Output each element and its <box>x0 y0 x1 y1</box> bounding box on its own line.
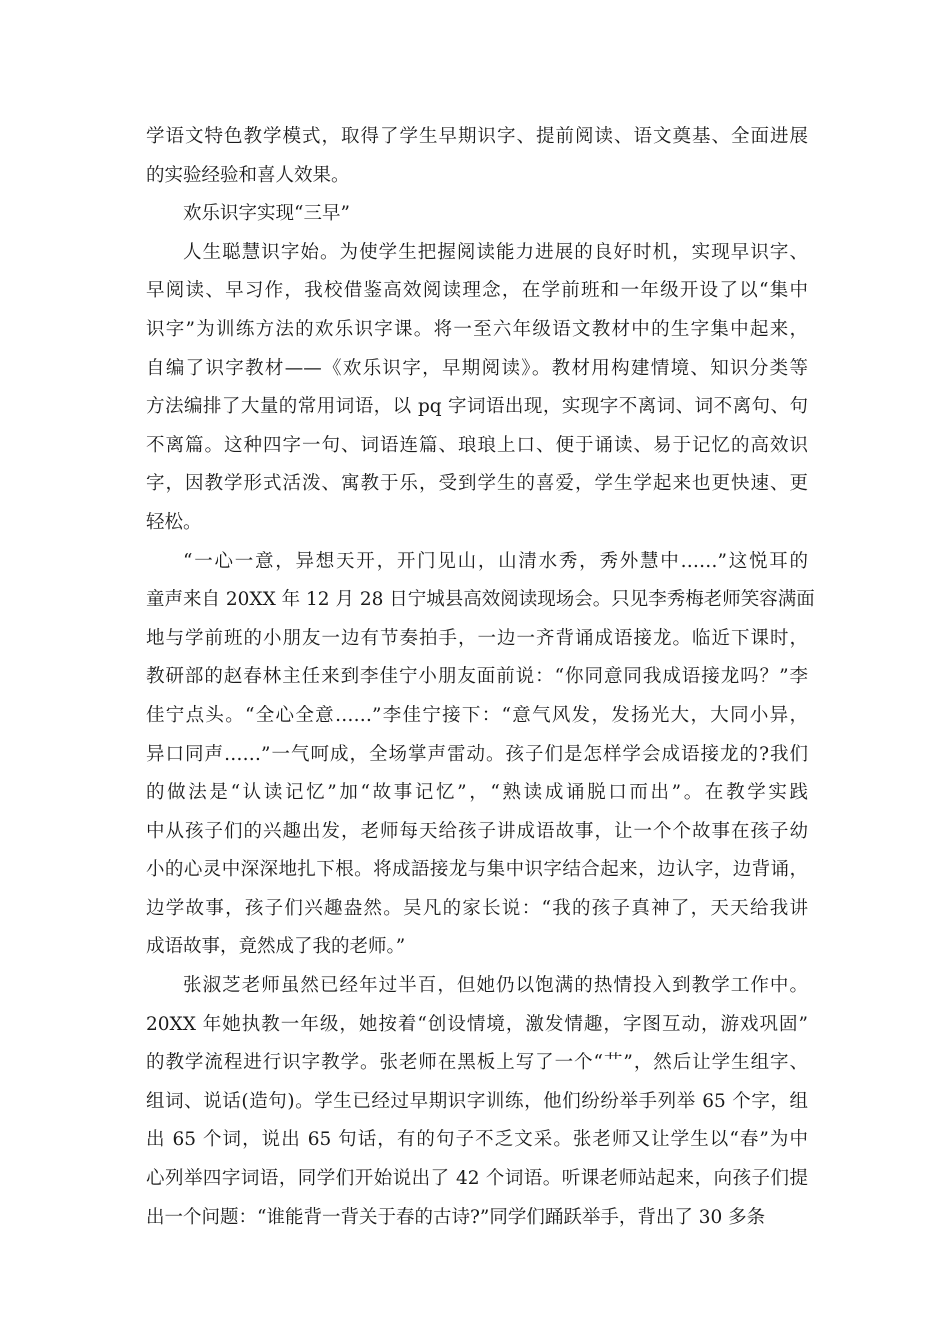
text-line: 识字”为训练方法的欢乐识字课。将一至六年级语文教材中的生字集中起来， <box>146 318 808 340</box>
text-line: 童声来自 20XX 年 12 月 28 日宁城县高效阅读现场会。只见李秀梅老师笑容满面 <box>146 589 815 611</box>
text-line: 心列举四字词语，同学们开始说出了 42 个词语。听课老师站起来，向孩子们提 <box>146 1168 808 1190</box>
text-line: 成语故事，竟然成了我的老师。” <box>146 936 406 958</box>
text-line: 不离篇。这种四字一句、词语连篇、琅琅上口、便于诵读、易于记忆的高效识 <box>146 434 808 456</box>
paragraph <box>146 234 808 543</box>
text-line: 张淑芝老师虽然已经年过半百，但她仍以饱满的热情投入到教学工作中。 <box>183 975 808 997</box>
paragraph <box>146 543 815 968</box>
text-line: 的做法是“认读记忆”加“故事记忆”，“熟读成诵脱口而出”。在教学实践 <box>146 782 808 804</box>
text-line: 轻松。 <box>146 511 202 533</box>
text-line: 出一个问题：“谁能背一背关于春的古诗?”同学们踊跃举手，背出了 30 多条 <box>146 1206 766 1228</box>
text-line: 的实验经验和喜人效果。 <box>146 164 350 186</box>
text-line: 早阅读、早习作，我校借鉴高效阅读理念，在学前班和一年级开设了以“集中 <box>146 280 808 302</box>
document-body <box>146 118 815 1237</box>
text-line: “一心一意，异想天开，开门见山，山清水秀，秀外慧中……”这悦耳的 <box>183 550 808 572</box>
text-line: 异口同声……”一气呵成，全场掌声雷动。孩子们是怎样学会成语接龙的?我们 <box>146 743 808 765</box>
section-heading <box>146 195 808 234</box>
text-line: 组词、说话(造句)。学生已经过早期识字训练，他们纷纷举手列举 65 个字，组 <box>146 1090 808 1112</box>
text-line: 教研部的赵春林主任来到李佳宁小朋友面前说：“你同意同我成语接龙吗？”李 <box>146 666 808 688</box>
text-line: 中从孩子们的兴趣出发，老师每天给孩子讲成语故事，让一个个故事在孩子幼 <box>146 820 808 842</box>
text-line: 欢乐识字实现“三早” <box>183 203 350 225</box>
text-line: 方法编排了大量的常用词语，以 pq 字词语出现，实现字不离词、词不离句、句 <box>146 396 808 418</box>
text-line: 人生聪慧识字始。为使学生把握阅读能力进展的良好时机，实现早识字、 <box>183 241 808 263</box>
text-line: 自编了识字教材——《欢乐识字，早期阅读》。教材用构建情境、知识分类等 <box>146 357 808 379</box>
paragraph <box>146 118 808 195</box>
text-line: 出 65 个词，说出 65 句话，有的句子不乏文采。张老师又让学生以“春”为中 <box>146 1129 808 1151</box>
paragraph <box>146 967 808 1237</box>
text-line: 的教学流程进行识字教学。张老师在黑板上写了一个“艹”，然后让学生组字、 <box>146 1052 808 1074</box>
text-line: 边学故事，孩子们兴趣盎然。吴凡的家长说：“我的孩子真神了，天天给我讲 <box>146 897 808 919</box>
text-line: 20XX 年她执教一年级，她按着“创设情境，激发情趣，字图互动，游戏巩固” <box>146 1013 808 1035</box>
text-line: 字，因教学形式活泼、寓教于乐，受到学生的喜爱，学生学起来也更快速、更 <box>146 473 808 495</box>
text-line: 地与学前班的小朋友一边有节奏拍手，一边一齐背诵成语接龙。临近下课时， <box>146 627 808 649</box>
text-line: 小的心灵中深深地扎下根。将成語接龙与集中识字结合起来，边认字，边背诵， <box>146 859 808 881</box>
text-line: 学语文特色教学模式，取得了学生早期识字、提前阅读、语文奠基、全面进展 <box>146 126 808 147</box>
text-line: 佳宁点头。“全心全意……”李佳宁接下：“意气风发，发扬光大，大同小异， <box>146 704 808 726</box>
